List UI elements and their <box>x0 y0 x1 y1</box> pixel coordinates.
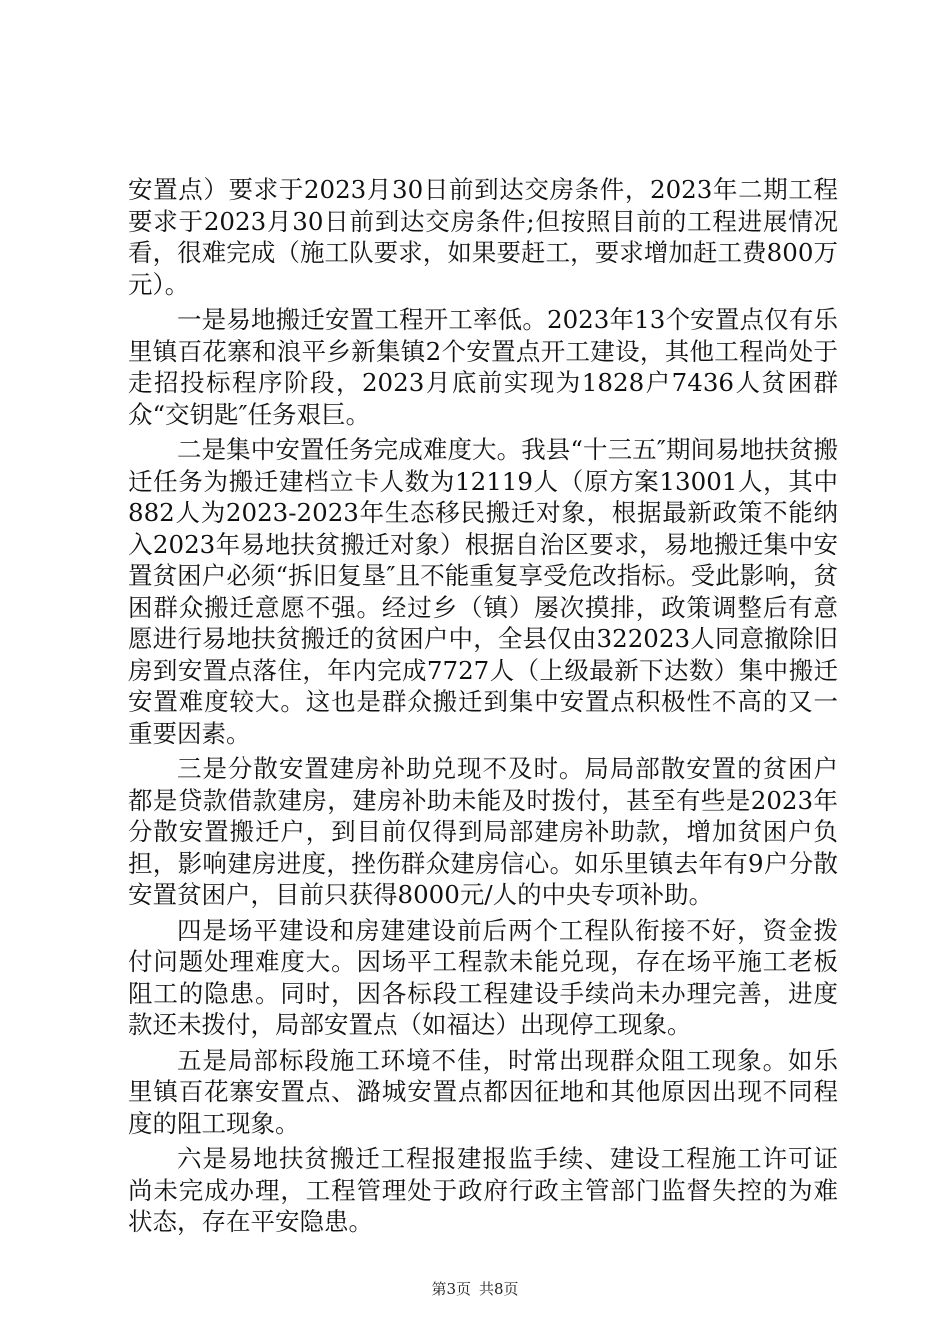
paragraph-issue-3: 三是分散安置建房补助兑现不及时。局局部散安置的贫困户都是贷款借款建房，建房补助未能及时拨付，甚至有些是2023年分散安置搬迁户，到目前仅得到局部建房补助款，增加贫困户负担，影响建房进度，挫伤群众建房信心。如乐里镇去年有9户分散安置贫困户，目前只获得8000元/人的中央专项补助。 <box>128 754 838 909</box>
paragraph-issue-2: 二是集中安置任务完成难度大。我县“十三五″期间易地扶贫搬迁任务为搬迁建档立卡人数为12119人（原方案13001人，其中882人为2023-2023年生态移民搬迁对象，根据最新政策不能纳入2023年易地扶贫搬迁对象）根据自治区要求，易地搬迁集中安置贫困户必须“拆旧复垦″且不能重复享受危改指标。受此影响，贫困群众搬迁意愿不强。经过乡（镇）屡次摸排，政策调整后有意愿进行易地扶贫搬迁的贫困户中，全县仅由322023人同意撤除旧房到安置点落住，年内完成7727人（上级最新下达数）集中搬迁安置难度较大。这也是群众搬迁到集中安置点积极性不高的又一重要因素。 <box>128 435 838 748</box>
paragraph-issue-6: 六是易地扶贫搬迁工程报建报监手续、建设工程施工许可证尚未完成办理，工程管理处于政府行政主管部门监督失控的为难状态，存在平安隐患。 <box>128 1144 838 1236</box>
page-footer <box>0 1279 950 1299</box>
paragraph-issue-1: 一是易地搬迁安置工程开工率低。2023年13个安置点仅有乐里镇百花寨和浪平乡新集镇2个安置点开工建设，其他工程尚处于走招投标程序阶段，2023月底前实现为1828户7436人贫困群众“交钥匙″任务艰巨。 <box>128 305 838 429</box>
paragraph-continuation: 安置点）要求于2023月30日前到达交房条件，2023年二期工程要求于2023月30日前到达交房条件;但按照目前的工程进展情况看，很难完成（施工队要求，如果要赶工，要求增加赶工费800万元）。 <box>128 175 838 299</box>
paragraph-issue-5: 五是局部标段施工环境不佳，时常出现群众阻工现象。如乐里镇百花寨安置点、潞城安置点都因征地和其他原因出现不同程度的阻工现象。 <box>128 1045 838 1138</box>
page-total: 共8页 <box>479 1280 519 1298</box>
page-number: 第3页 <box>431 1280 471 1298</box>
document-body <box>128 174 838 1242</box>
paragraph-issue-4: 四是场平建设和房建建设前后两个工程队衔接不好，资金拨付问题处理难度大。因场平工程款未能兑现，存在场平施工老板阻工的隐患。同时，因各标段工程建设手续尚未办理完善，进度款还未拨付，局部安置点（如福达）出现停工现象。 <box>128 915 838 1039</box>
